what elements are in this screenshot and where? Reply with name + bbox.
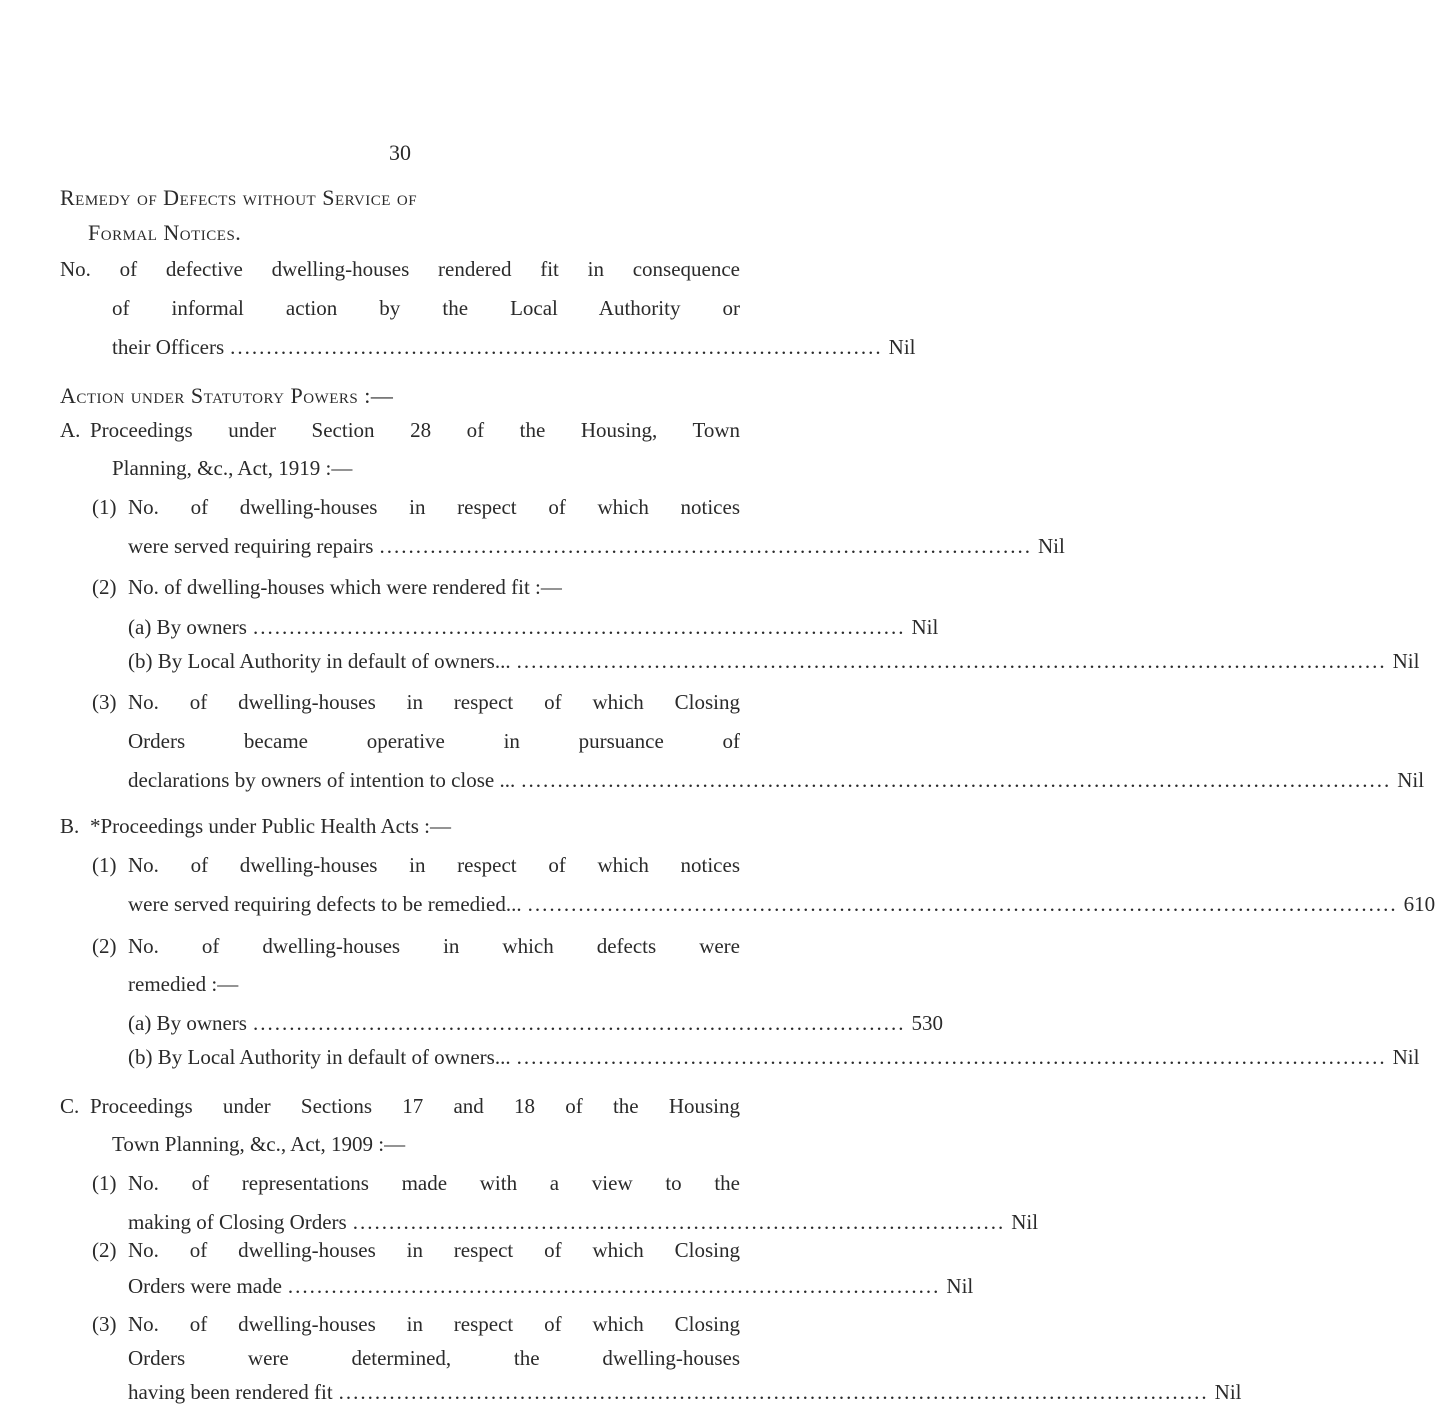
section-c-line1: Proceedings under Sections 17 and 18 of the Housing <box>90 1094 740 1118</box>
page-number: 30 <box>389 140 411 165</box>
section-c-item2-line2: Orders were made <box>128 1274 282 1298</box>
section-a-item2a: (a) By owners <box>128 615 247 639</box>
section-c-item2-row <box>128 1274 974 1298</box>
section-c-item1-num: (1) <box>92 1171 117 1195</box>
section-c-item1-line2: making of Closing Orders <box>128 1210 347 1234</box>
section-b-item1-row <box>128 892 1436 916</box>
section-c-item2-line1: No. of dwelling-houses in respect of which Closing <box>128 1238 740 1262</box>
section-heading-action: Action under Statutory Powers :— <box>60 383 394 408</box>
section-c-label: C. <box>60 1094 80 1118</box>
section-a-item3-line3: declarations by owners of intention to close ... <box>128 768 516 792</box>
section-a-item1-line1: No. of dwelling-houses in respect of which notices <box>128 495 740 519</box>
section-a-item3-value: Nil <box>1397 768 1425 792</box>
section-a-item1-line2: were served requiring repairs <box>128 534 374 558</box>
section-a-item2b-value: Nil <box>1392 649 1420 673</box>
section-a-line2: Planning, &c., Act, 1919 :— <box>112 456 353 480</box>
dot-leader: .......................................................................................... <box>379 534 1032 558</box>
dot-leader: .......................................................................................... <box>230 335 883 359</box>
section-c-item3-line3: having been rendered fit <box>128 1380 333 1404</box>
dot-leader: .......................................................................................... <box>252 615 906 639</box>
section-b-item1-num: (1) <box>92 853 117 877</box>
section-a-item2-num: (2) <box>92 575 117 599</box>
section-a-item2b: (b) By Local Authority in default of owners... <box>128 649 511 673</box>
section-b-item1-line1: No. of dwelling-houses in respect of which notices <box>128 853 740 877</box>
section-c-item1-row <box>128 1210 1039 1234</box>
section-b-item2-line2: remedied :— <box>128 972 239 996</box>
dot-leader: ........................................................................................................................ <box>516 1045 1387 1069</box>
section-c-item3-row <box>128 1380 1242 1404</box>
section-c-item1-value: Nil <box>1011 1210 1039 1234</box>
section-a-item3-num: (3) <box>92 690 117 714</box>
section-b-item2a-row <box>128 1011 943 1035</box>
section-b-item2-num: (2) <box>92 934 117 958</box>
section-a-item2b-row <box>128 649 1420 673</box>
section-a-item2-line1: No. of dwelling-houses which were rendered fit :— <box>128 575 562 599</box>
section-c-line2: Town Planning, &c., Act, 1909 :— <box>112 1132 406 1156</box>
section-b-item2b: (b) By Local Authority in default of owners... <box>128 1045 511 1069</box>
dot-leader: .......................................................................................... <box>252 1011 906 1035</box>
remedy-item-line2: of informal action by the Local Authority or <box>112 296 740 320</box>
dot-leader: ........................................................................................................................ <box>527 892 1398 916</box>
section-a-item2a-value: Nil <box>911 615 939 639</box>
section-b-item1-line2: were served requiring defects to be remedied... <box>128 892 522 916</box>
section-b-item2a-value: 530 <box>911 1011 943 1035</box>
section-c-item2-value: Nil <box>946 1274 974 1298</box>
section-a-item1-num: (1) <box>92 495 117 519</box>
dot-leader: ........................................................................................................................ <box>338 1380 1209 1404</box>
section-c-item3-num: (3) <box>92 1312 117 1336</box>
section-heading-remedy-line1: Remedy of Defects without Service of <box>60 185 418 210</box>
section-b-label: B. <box>60 814 80 838</box>
dot-leader: ........................................................................................................................ <box>516 649 1387 673</box>
section-c-item1-line1: No. of representations made with a view to the <box>128 1171 740 1195</box>
section-a-item3-row <box>128 768 1425 792</box>
section-a-label: A. <box>60 418 81 442</box>
section-c-item2-num: (2) <box>92 1238 117 1262</box>
section-c-item3-value: Nil <box>1214 1380 1242 1404</box>
section-b-item2b-value: Nil <box>1392 1045 1420 1069</box>
section-a-item1-row <box>128 534 1065 558</box>
section-a-line1: Proceedings under Section 28 of the Housing, Town <box>90 418 740 442</box>
section-b-item1-value: 610 <box>1403 892 1436 916</box>
section-b-item2a: (a) By owners <box>128 1011 247 1035</box>
section-a-item3-line1: No. of dwelling-houses in respect of which Closing <box>128 690 740 714</box>
section-heading-remedy-line2: Formal Notices. <box>88 220 242 245</box>
section-b-item2b-row <box>128 1045 1420 1069</box>
section-c-item3-line2: Orders were determined, the dwelling-houses <box>128 1346 740 1370</box>
remedy-item-line3: their Officers <box>112 335 225 359</box>
section-a-item3-line2: Orders became operative in pursuance of <box>128 729 740 753</box>
remedy-item-value: Nil <box>888 335 916 359</box>
section-b-line1: *Proceedings under Public Health Acts :— <box>90 814 452 838</box>
dot-leader: ........................................................................................................................ <box>521 768 1392 792</box>
remedy-item-line1: No. of defective dwelling-houses rendered fit in consequence <box>60 257 740 281</box>
section-c-item3-line1: No. of dwelling-houses in respect of which Closing <box>128 1312 740 1336</box>
remedy-item-row <box>112 335 916 359</box>
section-a-item2a-row <box>128 615 939 639</box>
dot-leader: .......................................................................................... <box>352 1210 1006 1234</box>
section-a-item1-value: Nil <box>1037 534 1065 558</box>
section-b-item2-line1: No. of dwelling-houses in which defects were <box>128 934 740 958</box>
dot-leader: .......................................................................................... <box>287 1274 941 1298</box>
